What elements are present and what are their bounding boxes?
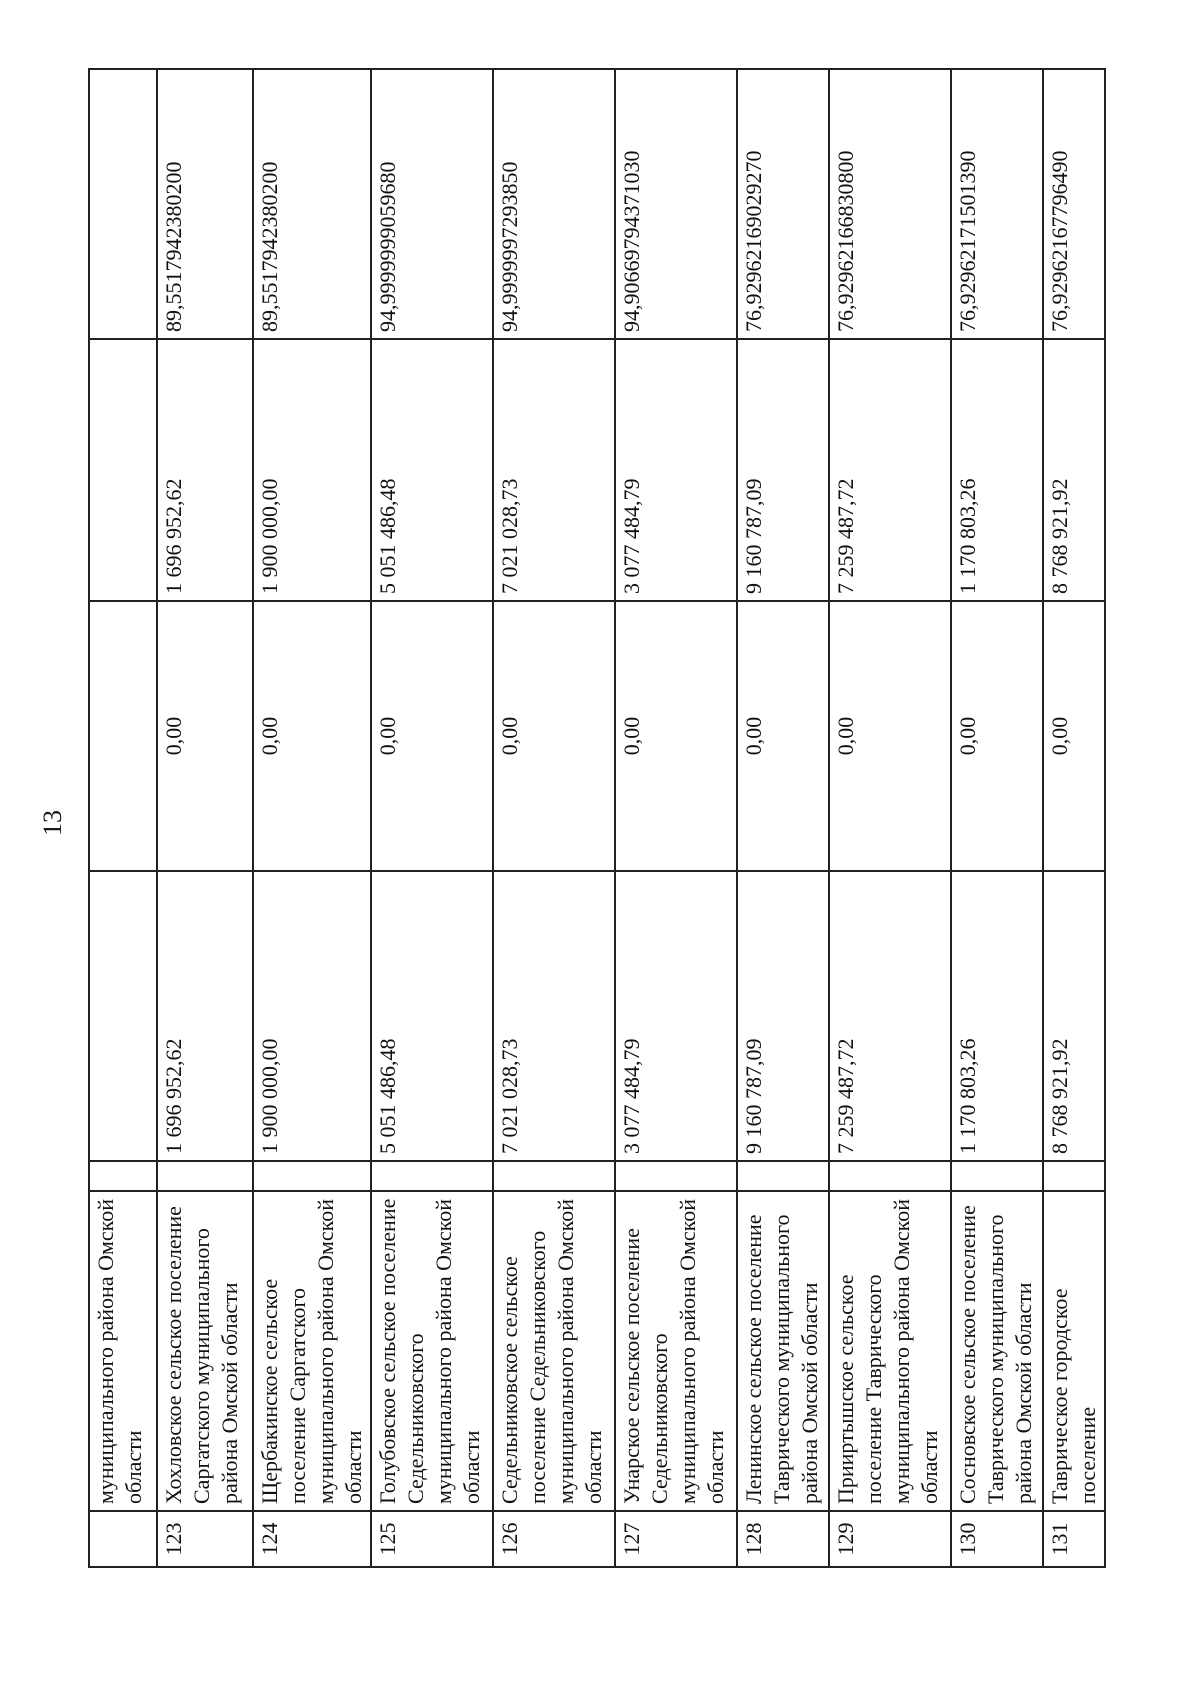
table-row xyxy=(615,69,737,1567)
data-table xyxy=(88,68,1106,1568)
total-cell: 5 051 486,48 xyxy=(371,339,493,601)
table-row xyxy=(89,69,157,1567)
percent-cell xyxy=(89,69,157,339)
total-cell: 1 170 803,26 xyxy=(951,339,1043,601)
empty-cell xyxy=(157,1161,253,1191)
table-row xyxy=(371,69,493,1567)
total-cell: 7 259 487,72 xyxy=(829,339,951,601)
zero-cell: 0,00 xyxy=(951,601,1043,871)
table-row xyxy=(493,69,615,1567)
row-number: 127 xyxy=(615,1511,737,1567)
settlement-name: Прииртышское сельское поселение Таврического муниципального района Омской области xyxy=(829,1191,951,1511)
table-container xyxy=(88,70,1100,1568)
empty-cell xyxy=(371,1161,493,1191)
amount-cell: 7 021 028,73 xyxy=(493,871,615,1161)
row-number xyxy=(89,1511,157,1567)
empty-cell xyxy=(615,1161,737,1191)
percent-cell: 76,92962171501390 xyxy=(951,69,1043,339)
empty-cell xyxy=(951,1161,1043,1191)
zero-cell: 0,00 xyxy=(371,601,493,871)
row-number: 124 xyxy=(253,1511,371,1567)
settlement-name: Таврическое городское поселение xyxy=(1043,1191,1105,1511)
row-number: 126 xyxy=(493,1511,615,1567)
total-cell: 1 900 000,00 xyxy=(253,339,371,601)
row-number: 128 xyxy=(737,1511,829,1567)
row-number: 123 xyxy=(157,1511,253,1567)
settlement-name: Щербакинское сельское поселение Саргатского муниципального района Омской области xyxy=(253,1191,371,1511)
total-cell: 1 696 952,62 xyxy=(157,339,253,601)
total-cell: 3 077 484,79 xyxy=(615,339,737,601)
table-row xyxy=(829,69,951,1567)
empty-cell xyxy=(829,1161,951,1191)
zero-cell: 0,00 xyxy=(615,601,737,871)
zero-cell: 0,00 xyxy=(157,601,253,871)
total-cell: 8 768 921,92 xyxy=(1043,339,1105,601)
table-row xyxy=(951,69,1043,1567)
percent-cell: 94,90669794371030 xyxy=(615,69,737,339)
percent-cell: 89,5517942380200 xyxy=(157,69,253,339)
settlement-name: Хохловское сельское поселение Саргатского муниципального района Омской области xyxy=(157,1191,253,1511)
settlement-name: Ленинское сельское поселение Таврического муниципального района Омской области xyxy=(737,1191,829,1511)
amount-cell: 3 077 484,79 xyxy=(615,871,737,1161)
settlement-name: Унарское сельское поселение Седельниковского муниципального района Омской области xyxy=(615,1191,737,1511)
row-number: 130 xyxy=(951,1511,1043,1567)
total-cell xyxy=(89,339,157,601)
amount-cell: 1 170 803,26 xyxy=(951,871,1043,1161)
amount-cell: 9 160 787,09 xyxy=(737,871,829,1161)
table-row xyxy=(157,69,253,1567)
percent-cell: 76,92962167796490 xyxy=(1043,69,1105,339)
zero-cell: 0,00 xyxy=(253,601,371,871)
empty-cell xyxy=(1043,1161,1105,1191)
empty-cell xyxy=(493,1161,615,1191)
row-number: 129 xyxy=(829,1511,951,1567)
settlement-name: Седельниковское сельское поселение Седельниковского муниципального района Омской области xyxy=(493,1191,615,1511)
empty-cell xyxy=(89,1161,157,1191)
settlement-name: Голубовское сельское поселение Седельниковского муниципального района Омской области xyxy=(371,1191,493,1511)
settlement-name: Сосновское сельское поселение Таврического муниципального района Омской области xyxy=(951,1191,1043,1511)
zero-cell: 0,00 xyxy=(829,601,951,871)
page-number: 13 xyxy=(38,810,67,836)
empty-cell xyxy=(737,1161,829,1191)
table-row xyxy=(1043,69,1105,1567)
percent-cell: 76,92962169029270 xyxy=(737,69,829,339)
percent-cell: 94,9999999059680 xyxy=(371,69,493,339)
amount-cell: 8 768 921,92 xyxy=(1043,871,1105,1161)
zero-cell: 0,00 xyxy=(1043,601,1105,871)
row-number: 125 xyxy=(371,1511,493,1567)
amount-cell: 1 900 000,00 xyxy=(253,871,371,1161)
amount-cell xyxy=(89,871,157,1161)
zero-cell xyxy=(89,601,157,871)
zero-cell: 0,00 xyxy=(493,601,615,871)
table-row xyxy=(737,69,829,1567)
percent-cell: 76,92962166830800 xyxy=(829,69,951,339)
settlement-name: муниципального района Омской области xyxy=(89,1191,157,1511)
amount-cell: 5 051 486,48 xyxy=(371,871,493,1161)
amount-cell: 1 696 952,62 xyxy=(157,871,253,1161)
table-row xyxy=(253,69,371,1567)
empty-cell xyxy=(253,1161,371,1191)
row-number: 131 xyxy=(1043,1511,1105,1567)
percent-cell: 94,9999997293850 xyxy=(493,69,615,339)
total-cell: 7 021 028,73 xyxy=(493,339,615,601)
amount-cell: 7 259 487,72 xyxy=(829,871,951,1161)
percent-cell: 89,5517942380200 xyxy=(253,69,371,339)
zero-cell: 0,00 xyxy=(737,601,829,871)
total-cell: 9 160 787,09 xyxy=(737,339,829,601)
